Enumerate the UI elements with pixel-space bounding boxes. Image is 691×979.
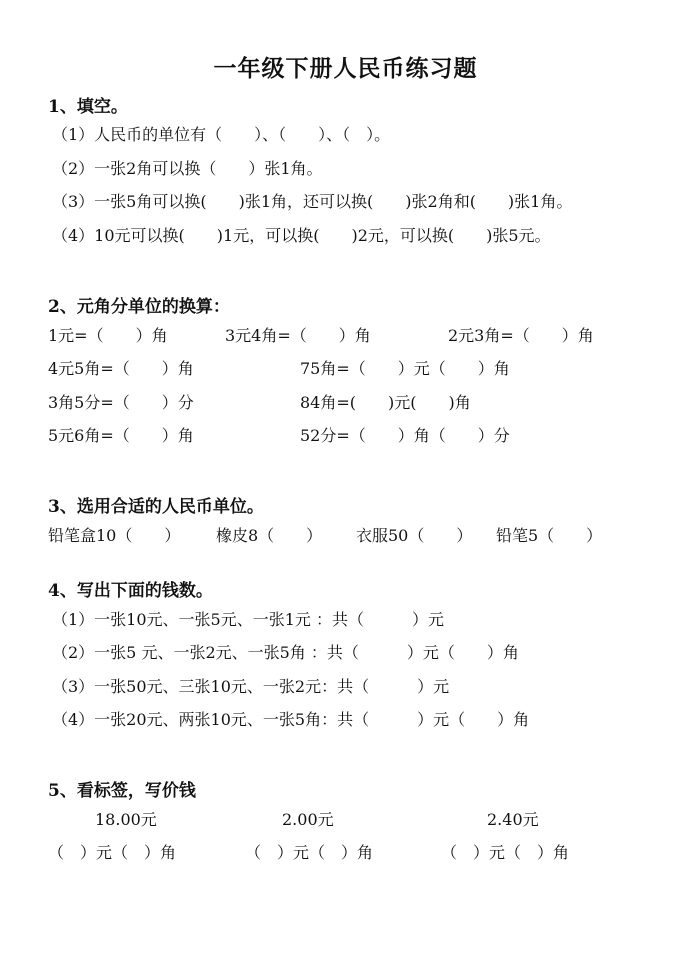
s3-item: 衣服50（ ） bbox=[356, 526, 473, 545]
price-answer: （ ）元（ ）角 bbox=[441, 843, 570, 862]
section-1-heading: 1、填空。 bbox=[48, 97, 128, 117]
s1-question-4: （4）10元可以换( )1元，可以换( )2元，可以换( )张5元。 bbox=[52, 226, 551, 245]
section-5-heading: 5、看标签，写价钱 bbox=[48, 781, 196, 801]
s4-question-4: （4）一张20元、两张10元、一张5角：共（ ）元（ ）角 bbox=[52, 710, 530, 729]
s2-item: 52分=（ ）角（ ）分 bbox=[300, 426, 510, 445]
s2-item: 3角5分=（ ）分 bbox=[48, 393, 194, 412]
price-label: 2.40元 bbox=[487, 810, 539, 829]
s2-item: 5元6角=（ ）角 bbox=[48, 426, 194, 445]
s4-question-3: （3）一张50元、三张10元、一张2元：共（ ）元 bbox=[52, 677, 450, 696]
price-answer: （ ）元（ ）角 bbox=[48, 843, 177, 862]
s1-question-3: （3）一张5角可以换( )张1角，还可以换( )张2角和( )张1角。 bbox=[52, 192, 573, 211]
s3-item: 橡皮8（ ） bbox=[216, 526, 323, 545]
price-answer: （ ）元（ ）角 bbox=[245, 843, 374, 862]
page-title: 一年级下册人民币练习题 bbox=[213, 55, 478, 82]
s1-question-2: （2）一张2角可以换（ ）张1角。 bbox=[52, 159, 323, 178]
s3-item: 铅笔5（ ） bbox=[496, 526, 603, 545]
price-label: 18.00元 bbox=[95, 810, 157, 829]
s2-item: 1元=（ ）角 bbox=[48, 326, 168, 345]
s4-question-1: （1）一张10元、一张5元、一张1元 ：共（ ）元 bbox=[52, 610, 444, 629]
section-2-heading: 2、元角分单位的换算： bbox=[48, 297, 230, 317]
s2-item: 84角=( )元( )角 bbox=[300, 393, 471, 412]
section-4-heading: 4、写出下面的钱数。 bbox=[48, 581, 213, 601]
s2-item: 3元4角=（ ）角 bbox=[225, 326, 371, 345]
s4-question-2: （2）一张5 元、一张2元、一张5角 ：共（ ）元（ ）角 bbox=[52, 643, 519, 662]
s2-item: 4元5角=（ ）角 bbox=[48, 359, 194, 378]
section-3-heading: 3、选用合适的人民币单位。 bbox=[48, 497, 264, 517]
s1-question-1: （1）人民币的单位有（ ）、（ ）、（ ）。 bbox=[52, 125, 391, 144]
price-label: 2.00元 bbox=[282, 810, 334, 829]
s2-item: 2元3角=（ ）角 bbox=[448, 326, 594, 345]
s3-item: 铅笔盒10（ ） bbox=[48, 526, 181, 545]
s2-item: 75角=（ ）元（ ）角 bbox=[300, 359, 510, 378]
